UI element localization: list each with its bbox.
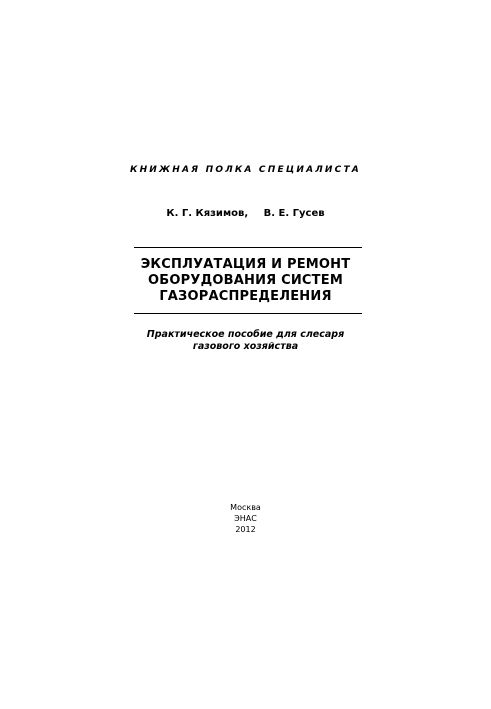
imprint-publisher: ЭНАС — [234, 514, 257, 523]
imprint-year: 2012 — [235, 525, 256, 534]
book-subtitle — [0, 329, 491, 353]
book-title — [0, 257, 491, 305]
book-title-line-2: ОБОРУДОВАНИЯ СИСТЕМ — [148, 273, 343, 288]
authors — [0, 208, 491, 219]
author-1: К. Г. Кязимов, — [166, 208, 249, 219]
imprint — [0, 502, 491, 535]
author-2: В. Е. Гусев — [263, 208, 325, 219]
title-rule-bottom — [134, 313, 362, 314]
book-title-line-3: ГАЗОРАСПРЕДЕЛЕНИЯ — [159, 289, 332, 304]
book-series-label: КНИЖНАЯ ПОЛКА СПЕЦИАЛИСТА — [130, 165, 361, 175]
title-rule-top — [134, 247, 362, 248]
imprint-city: Москва — [230, 503, 261, 512]
book-subtitle-line-1: Практическое пособие для слесаря — [146, 329, 345, 340]
book-subtitle-line-2: газового хозяйства — [192, 341, 299, 352]
book-title-line-1: ЭКСПЛУАТАЦИЯ И РЕМОНТ — [140, 257, 351, 272]
